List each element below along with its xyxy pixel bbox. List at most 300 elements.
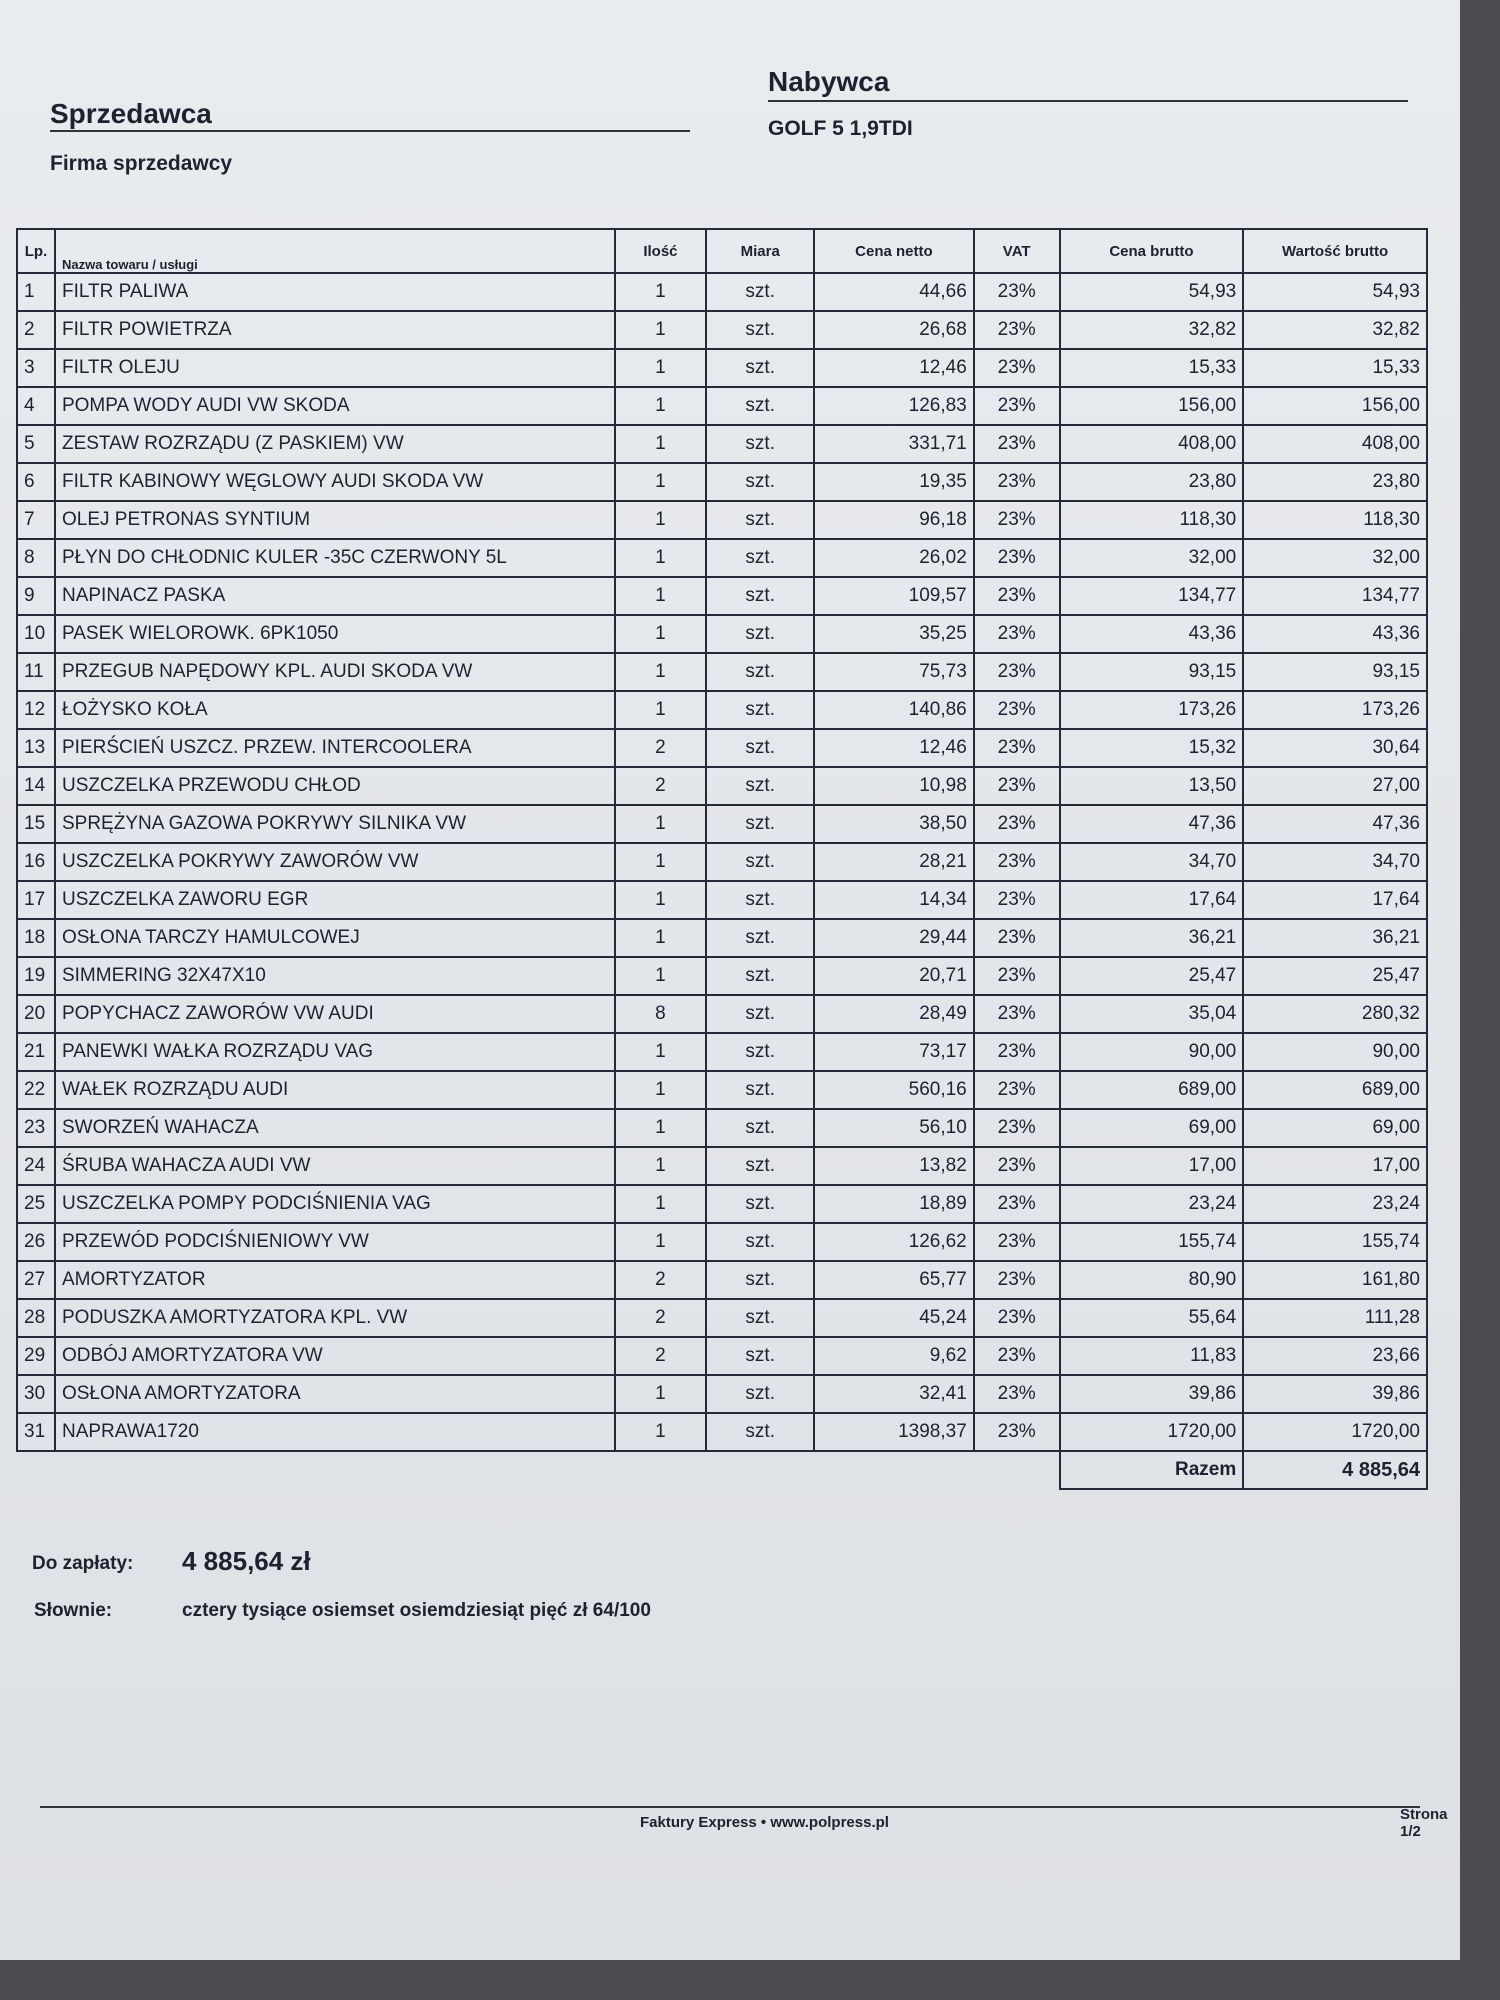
item-name: PRZEWÓD PODCIŚNIENIOWY VW (55, 1223, 615, 1261)
item-vat: 23% (974, 1071, 1060, 1109)
item-total: 54,93 (1243, 273, 1427, 311)
item-unit: szt. (706, 1033, 814, 1071)
item-quantity: 1 (615, 311, 707, 349)
item-total: 23,80 (1243, 463, 1427, 501)
item-gross-price: 13,50 (1060, 767, 1244, 805)
item-vat: 23% (974, 273, 1060, 311)
table-row (17, 843, 1427, 881)
item-vat: 23% (974, 1413, 1060, 1451)
buyer-divider (768, 100, 1408, 102)
item-total: 39,86 (1243, 1375, 1427, 1413)
item-gross-price: 23,24 (1060, 1185, 1244, 1223)
item-name: FILTR POWIETRZA (55, 311, 615, 349)
item-quantity: 1 (615, 387, 707, 425)
item-net-price: 32,41 (814, 1375, 974, 1413)
item-net-price: 26,02 (814, 539, 974, 577)
col-header-unit: Miara (706, 229, 814, 273)
row-number: 5 (17, 425, 55, 463)
buyer-name: GOLF 5 1,9TDI (768, 117, 913, 140)
item-name: SIMMERING 32X47X10 (55, 957, 615, 995)
item-total: 23,66 (1243, 1337, 1427, 1375)
item-unit: szt. (706, 1071, 814, 1109)
row-number: 10 (17, 615, 55, 653)
item-name: PŁYN DO CHŁODNIC KULER -35C CZERWONY 5L (55, 539, 615, 577)
row-number: 27 (17, 1261, 55, 1299)
item-vat: 23% (974, 843, 1060, 881)
item-unit: szt. (706, 1109, 814, 1147)
item-total: 118,30 (1243, 501, 1427, 539)
col-header-gross: Cena brutto (1060, 229, 1244, 273)
table-row (17, 729, 1427, 767)
item-quantity: 2 (615, 767, 707, 805)
item-gross-price: 55,64 (1060, 1299, 1244, 1337)
item-net-price: 35,25 (814, 615, 974, 653)
row-number: 15 (17, 805, 55, 843)
col-header-vat: VAT (974, 229, 1060, 273)
item-vat: 23% (974, 1375, 1060, 1413)
item-vat: 23% (974, 653, 1060, 691)
row-number: 19 (17, 957, 55, 995)
col-header-total: Wartość brutto (1243, 229, 1427, 273)
row-number: 14 (17, 767, 55, 805)
item-total: 36,21 (1243, 919, 1427, 957)
item-name: ZESTAW ROZRZĄDU (Z PASKIEM) VW (55, 425, 615, 463)
item-gross-price: 23,80 (1060, 463, 1244, 501)
item-gross-price: 47,36 (1060, 805, 1244, 843)
table-row (17, 1033, 1427, 1071)
row-number: 13 (17, 729, 55, 767)
item-total: 134,77 (1243, 577, 1427, 615)
item-vat: 23% (974, 1337, 1060, 1375)
item-gross-price: 15,33 (1060, 349, 1244, 387)
table-row (17, 881, 1427, 919)
item-net-price: 56,10 (814, 1109, 974, 1147)
item-quantity: 1 (615, 1185, 707, 1223)
item-total: 93,15 (1243, 653, 1427, 691)
item-total: 17,00 (1243, 1147, 1427, 1185)
item-name: NAPRAWA1720 (55, 1413, 615, 1451)
item-net-price: 560,16 (814, 1071, 974, 1109)
item-quantity: 2 (615, 1299, 707, 1337)
item-gross-price: 69,00 (1060, 1109, 1244, 1147)
item-unit: szt. (706, 501, 814, 539)
table-row (17, 539, 1427, 577)
item-vat: 23% (974, 463, 1060, 501)
item-quantity: 1 (615, 501, 707, 539)
item-net-price: 126,83 (814, 387, 974, 425)
item-name: USZCZELKA ZAWORU EGR (55, 881, 615, 919)
table-row (17, 691, 1427, 729)
item-quantity: 8 (615, 995, 707, 1033)
amount-words-label: Słownie: (34, 1600, 113, 1621)
item-net-price: 140,86 (814, 691, 974, 729)
table-row (17, 311, 1427, 349)
item-vat: 23% (974, 539, 1060, 577)
item-unit: szt. (706, 387, 814, 425)
item-quantity: 1 (615, 615, 707, 653)
item-unit: szt. (706, 1337, 814, 1375)
row-number: 4 (17, 387, 55, 425)
row-number: 17 (17, 881, 55, 919)
row-number: 16 (17, 843, 55, 881)
item-name: PIERŚCIEŃ USZCZ. PRZEW. INTERCOOLERA (55, 729, 615, 767)
item-vat: 23% (974, 805, 1060, 843)
item-vat: 23% (974, 1109, 1060, 1147)
item-gross-price: 17,64 (1060, 881, 1244, 919)
item-unit: szt. (706, 273, 814, 311)
item-total: 1720,00 (1243, 1413, 1427, 1451)
row-number: 18 (17, 919, 55, 957)
table-row (17, 577, 1427, 615)
item-unit: szt. (706, 653, 814, 691)
table-row (17, 653, 1427, 691)
item-gross-price: 15,32 (1060, 729, 1244, 767)
item-unit: szt. (706, 1261, 814, 1299)
table-row (17, 273, 1427, 311)
row-number: 1 (17, 273, 55, 311)
sum-row (17, 1451, 1427, 1489)
table-row (17, 805, 1427, 843)
item-gross-price: 1720,00 (1060, 1413, 1244, 1451)
item-quantity: 1 (615, 349, 707, 387)
table-row (17, 1261, 1427, 1299)
item-name: WAŁEK ROZRZĄDU AUDI (55, 1071, 615, 1109)
item-unit: szt. (706, 995, 814, 1033)
item-net-price: 126,62 (814, 1223, 974, 1261)
item-quantity: 1 (615, 691, 707, 729)
item-quantity: 1 (615, 1033, 707, 1071)
item-total: 47,36 (1243, 805, 1427, 843)
item-vat: 23% (974, 577, 1060, 615)
item-name: POPYCHACZ ZAWORÓW VW AUDI (55, 995, 615, 1033)
item-quantity: 1 (615, 463, 707, 501)
item-vat: 23% (974, 1299, 1060, 1337)
item-total: 156,00 (1243, 387, 1427, 425)
item-quantity: 1 (615, 539, 707, 577)
item-gross-price: 32,00 (1060, 539, 1244, 577)
item-total: 34,70 (1243, 843, 1427, 881)
item-vat: 23% (974, 995, 1060, 1033)
item-total: 408,00 (1243, 425, 1427, 463)
item-total: 17,64 (1243, 881, 1427, 919)
row-number: 24 (17, 1147, 55, 1185)
sum-value: 4 885,64 (1243, 1451, 1427, 1489)
table-row (17, 919, 1427, 957)
table-row (17, 349, 1427, 387)
row-number: 30 (17, 1375, 55, 1413)
item-name: POMPA WODY AUDI VW SKODA (55, 387, 615, 425)
sum-spacer (17, 1451, 1060, 1489)
item-vat: 23% (974, 349, 1060, 387)
item-quantity: 1 (615, 805, 707, 843)
item-name: USZCZELKA POMPY PODCIŚNIENIA VAG (55, 1185, 615, 1223)
item-quantity: 1 (615, 653, 707, 691)
item-unit: szt. (706, 805, 814, 843)
item-quantity: 1 (615, 273, 707, 311)
item-gross-price: 25,47 (1060, 957, 1244, 995)
item-gross-price: 134,77 (1060, 577, 1244, 615)
item-name: USZCZELKA PRZEWODU CHŁOD (55, 767, 615, 805)
item-net-price: 73,17 (814, 1033, 974, 1071)
item-name: OSŁONA TARCZY HAMULCOWEJ (55, 919, 615, 957)
table-row (17, 387, 1427, 425)
item-quantity: 1 (615, 1071, 707, 1109)
row-number: 2 (17, 311, 55, 349)
item-total: 15,33 (1243, 349, 1427, 387)
item-gross-price: 155,74 (1060, 1223, 1244, 1261)
sum-label: Razem (1060, 1451, 1244, 1489)
row-number: 11 (17, 653, 55, 691)
item-net-price: 96,18 (814, 501, 974, 539)
item-gross-price: 173,26 (1060, 691, 1244, 729)
table-row (17, 463, 1427, 501)
item-net-price: 10,98 (814, 767, 974, 805)
item-total: 30,64 (1243, 729, 1427, 767)
table-row (17, 1223, 1427, 1261)
seller-name: Firma sprzedawcy (50, 152, 233, 175)
item-name: ŚRUBA WAHACZA AUDI VW (55, 1147, 615, 1185)
item-net-price: 20,71 (814, 957, 974, 995)
item-name: FILTR PALIWA (55, 273, 615, 311)
item-vat: 23% (974, 1033, 1060, 1071)
row-number: 26 (17, 1223, 55, 1261)
item-unit: szt. (706, 463, 814, 501)
item-unit: szt. (706, 311, 814, 349)
col-header-qty: Ilość (615, 229, 707, 273)
item-total: 173,26 (1243, 691, 1427, 729)
footer-divider (40, 1806, 1420, 1808)
item-name: ŁOŻYSKO KOŁA (55, 691, 615, 729)
item-total: 43,36 (1243, 615, 1427, 653)
item-quantity: 2 (615, 1261, 707, 1299)
item-unit: szt. (706, 919, 814, 957)
table-row (17, 1299, 1427, 1337)
item-vat: 23% (974, 1185, 1060, 1223)
table-row (17, 1375, 1427, 1413)
item-name: SPRĘŻYNA GAZOWA POKRYWY SILNIKA VW (55, 805, 615, 843)
row-number: 23 (17, 1109, 55, 1147)
item-name: OSŁONA AMORTYZATORA (55, 1375, 615, 1413)
col-header-lp: Lp. (17, 229, 55, 273)
item-unit: szt. (706, 1413, 814, 1451)
table-row (17, 1109, 1427, 1147)
item-gross-price: 17,00 (1060, 1147, 1244, 1185)
item-unit: szt. (706, 881, 814, 919)
item-total: 155,74 (1243, 1223, 1427, 1261)
item-net-price: 14,34 (814, 881, 974, 919)
amount-words-value: cztery tysiące osiemset osiemdziesiąt pięć zł 64/100 (182, 1600, 651, 1621)
item-total: 32,00 (1243, 539, 1427, 577)
seller-divider (50, 130, 690, 132)
item-vat: 23% (974, 881, 1060, 919)
item-net-price: 19,35 (814, 463, 974, 501)
payment-value: 4 885,64 zł (182, 1546, 311, 1576)
buyer-title: Nabywca (768, 66, 890, 97)
item-gross-price: 11,83 (1060, 1337, 1244, 1375)
item-name: SWORZEŃ WAHACZA (55, 1109, 615, 1147)
item-unit: szt. (706, 1299, 814, 1337)
item-gross-price: 93,15 (1060, 653, 1244, 691)
row-number: 28 (17, 1299, 55, 1337)
item-quantity: 1 (615, 1147, 707, 1185)
item-total: 23,24 (1243, 1185, 1427, 1223)
row-number: 20 (17, 995, 55, 1033)
item-net-price: 109,57 (814, 577, 974, 615)
item-gross-price: 80,90 (1060, 1261, 1244, 1299)
item-net-price: 28,21 (814, 843, 974, 881)
item-unit: szt. (706, 349, 814, 387)
item-gross-price: 118,30 (1060, 501, 1244, 539)
item-unit: szt. (706, 1375, 814, 1413)
item-quantity: 1 (615, 1375, 707, 1413)
item-net-price: 1398,37 (814, 1413, 974, 1451)
item-unit: szt. (706, 539, 814, 577)
item-unit: szt. (706, 843, 814, 881)
item-vat: 23% (974, 1223, 1060, 1261)
item-name: PASEK WIELOROWK. 6PK1050 (55, 615, 615, 653)
item-quantity: 1 (615, 1109, 707, 1147)
items-body (17, 273, 1427, 1451)
item-net-price: 331,71 (814, 425, 974, 463)
item-quantity: 1 (615, 957, 707, 995)
item-name: FILTR OLEJU (55, 349, 615, 387)
item-vat: 23% (974, 767, 1060, 805)
item-quantity: 2 (615, 729, 707, 767)
item-gross-price: 90,00 (1060, 1033, 1244, 1071)
table-row (17, 957, 1427, 995)
item-gross-price: 39,86 (1060, 1375, 1244, 1413)
item-unit: szt. (706, 615, 814, 653)
item-total: 27,00 (1243, 767, 1427, 805)
item-vat: 23% (974, 1147, 1060, 1185)
item-unit: szt. (706, 577, 814, 615)
item-name: PANEWKI WAŁKA ROZRZĄDU VAG (55, 1033, 615, 1071)
item-quantity: 1 (615, 919, 707, 957)
item-vat: 23% (974, 919, 1060, 957)
items-table (16, 228, 1428, 1490)
seller-title: Sprzedawca (50, 98, 212, 129)
item-total: 90,00 (1243, 1033, 1427, 1071)
item-net-price: 44,66 (814, 273, 974, 311)
row-number: 9 (17, 577, 55, 615)
item-total: 69,00 (1243, 1109, 1427, 1147)
item-net-price: 28,49 (814, 995, 974, 1033)
item-name: PODUSZKA AMORTYZATORA KPL. VW (55, 1299, 615, 1337)
item-total: 32,82 (1243, 311, 1427, 349)
item-name: OLEJ PETRONAS SYNTIUM (55, 501, 615, 539)
table-row (17, 1413, 1427, 1451)
page-number: Strona 1/2 (1400, 1806, 1448, 1840)
col-header-net: Cena netto (814, 229, 974, 273)
row-number: 6 (17, 463, 55, 501)
item-total: 161,80 (1243, 1261, 1427, 1299)
item-quantity: 2 (615, 1337, 707, 1375)
item-gross-price: 36,21 (1060, 919, 1244, 957)
item-quantity: 1 (615, 1413, 707, 1451)
item-net-price: 9,62 (814, 1337, 974, 1375)
item-net-price: 65,77 (814, 1261, 974, 1299)
item-unit: szt. (706, 767, 814, 805)
item-vat: 23% (974, 729, 1060, 767)
row-number: 29 (17, 1337, 55, 1375)
table-header-row (17, 229, 1427, 273)
item-net-price: 38,50 (814, 805, 974, 843)
item-gross-price: 32,82 (1060, 311, 1244, 349)
item-net-price: 45,24 (814, 1299, 974, 1337)
item-name: NAPINACZ PASKA (55, 577, 615, 615)
item-name: ODBÓJ AMORTYZATORA VW (55, 1337, 615, 1375)
row-number: 3 (17, 349, 55, 387)
item-unit: szt. (706, 425, 814, 463)
row-number: 25 (17, 1185, 55, 1223)
table-row (17, 995, 1427, 1033)
item-net-price: 12,46 (814, 349, 974, 387)
item-gross-price: 156,00 (1060, 387, 1244, 425)
payment-label: Do zapłaty: (32, 1553, 134, 1574)
item-quantity: 1 (615, 843, 707, 881)
item-net-price: 13,82 (814, 1147, 974, 1185)
table-row (17, 1071, 1427, 1109)
item-unit: szt. (706, 1223, 814, 1261)
item-total: 25,47 (1243, 957, 1427, 995)
item-unit: szt. (706, 1185, 814, 1223)
row-number: 7 (17, 501, 55, 539)
item-gross-price: 34,70 (1060, 843, 1244, 881)
item-quantity: 1 (615, 577, 707, 615)
item-vat: 23% (974, 425, 1060, 463)
item-unit: szt. (706, 691, 814, 729)
table-row (17, 1185, 1427, 1223)
item-net-price: 18,89 (814, 1185, 974, 1223)
item-net-price: 26,68 (814, 311, 974, 349)
footer-text: Faktury Express • www.polpress.pl (640, 1814, 889, 1831)
table-row (17, 615, 1427, 653)
row-number: 21 (17, 1033, 55, 1071)
row-number: 12 (17, 691, 55, 729)
item-vat: 23% (974, 691, 1060, 729)
item-quantity: 1 (615, 425, 707, 463)
row-number: 22 (17, 1071, 55, 1109)
item-vat: 23% (974, 615, 1060, 653)
item-unit: szt. (706, 1147, 814, 1185)
table-row (17, 425, 1427, 463)
item-gross-price: 689,00 (1060, 1071, 1244, 1109)
table-row (17, 501, 1427, 539)
item-vat: 23% (974, 501, 1060, 539)
item-unit: szt. (706, 729, 814, 767)
item-name: AMORTYZATOR (55, 1261, 615, 1299)
item-name: PRZEGUB NAPĘDOWY KPL. AUDI SKODA VW (55, 653, 615, 691)
item-total: 689,00 (1243, 1071, 1427, 1109)
item-net-price: 12,46 (814, 729, 974, 767)
item-total: 111,28 (1243, 1299, 1427, 1337)
row-number: 31 (17, 1413, 55, 1451)
item-vat: 23% (974, 1261, 1060, 1299)
item-name: USZCZELKA POKRYWY ZAWORÓW VW (55, 843, 615, 881)
item-gross-price: 43,36 (1060, 615, 1244, 653)
item-gross-price: 35,04 (1060, 995, 1244, 1033)
table-row (17, 1147, 1427, 1185)
item-gross-price: 54,93 (1060, 273, 1244, 311)
item-name: FILTR KABINOWY WĘGLOWY AUDI SKODA VW (55, 463, 615, 501)
item-vat: 23% (974, 387, 1060, 425)
item-total: 280,32 (1243, 995, 1427, 1033)
item-unit: szt. (706, 957, 814, 995)
item-net-price: 75,73 (814, 653, 974, 691)
item-quantity: 1 (615, 1223, 707, 1261)
item-net-price: 29,44 (814, 919, 974, 957)
table-row (17, 767, 1427, 805)
